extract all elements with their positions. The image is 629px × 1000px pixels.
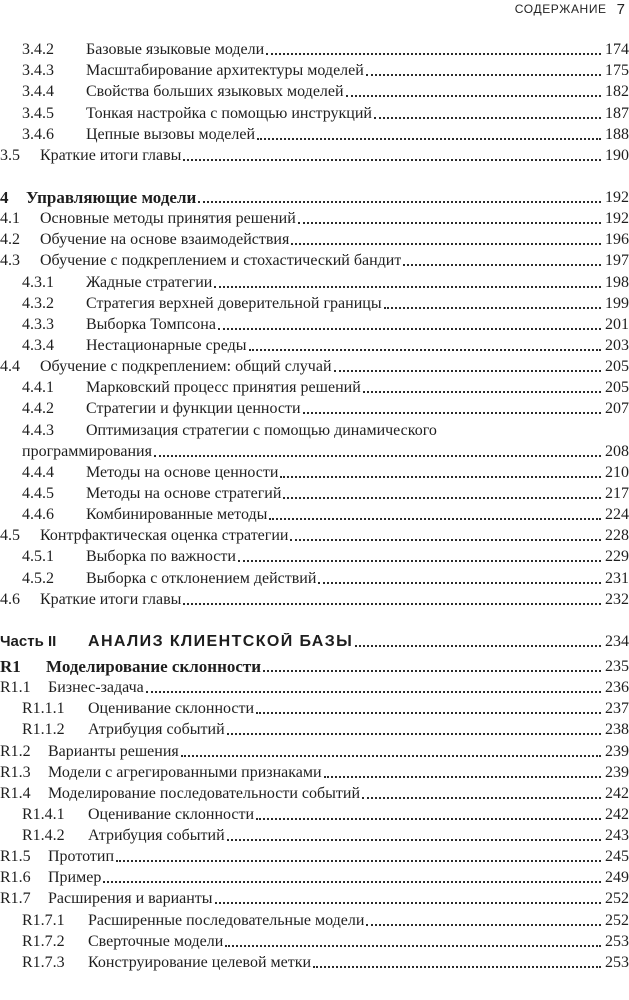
toc-entry-number: 4.4.1: [22, 379, 54, 397]
toc-entry-title: Методы на основе ценности: [86, 463, 279, 481]
toc-entry[interactable]: [0, 397, 629, 418]
toc-entry-page: 242: [605, 805, 629, 823]
toc-entry[interactable]: [0, 123, 629, 144]
toc-entry-page: 238: [605, 721, 629, 739]
toc-entry-number: 3.4.4: [22, 83, 54, 101]
toc-entry[interactable]: [0, 824, 629, 845]
toc-entry[interactable]: [0, 697, 629, 718]
toc-entry-number: 4.1: [0, 210, 20, 228]
toc-entry-number: 4.4.5: [22, 484, 54, 502]
toc-entry-number: 4.6: [0, 590, 20, 608]
toc-entry-title: Выборка Томпсона: [86, 315, 216, 333]
toc-entry-number: R1.1.1: [22, 700, 65, 718]
toc-entry-page: 196: [605, 231, 629, 249]
toc-entry-page: 208: [605, 442, 629, 460]
toc-entry-number: 4.2: [0, 231, 20, 249]
toc-entry-page: 174: [605, 41, 629, 59]
toc-entry-title: Контрфактическая оценка стратегии: [40, 527, 289, 545]
dot-leader: [291, 243, 601, 245]
dot-leader: [198, 201, 601, 203]
toc-entry-number: 3.4.6: [22, 125, 54, 143]
toc-entry[interactable]: [0, 718, 629, 739]
toc-entry-number: R1.5: [0, 848, 31, 866]
dot-leader: [238, 560, 601, 562]
toc-entry[interactable]: [0, 249, 629, 270]
dot-leader: [366, 924, 601, 926]
dot-leader: [266, 53, 601, 55]
toc-entry-page: 235: [605, 657, 629, 675]
toc-entry-number: R1.1.2: [22, 721, 65, 739]
toc-entry[interactable]: [0, 930, 629, 951]
toc-entry-page: 245: [605, 848, 629, 866]
toc-entry-title: Моделирование последовательности событий: [48, 784, 361, 802]
toc-entry-title: Выборка по важности: [86, 548, 236, 566]
toc-entry-title: Обучение с подкреплением и стохастический бандит: [40, 252, 402, 270]
toc-entry-title: Нестационарные среды: [86, 336, 247, 354]
dot-leader: [283, 497, 601, 499]
toc-entry-title: Расширенные последовательные модели: [88, 911, 365, 929]
toc-entry-number: R1.1: [0, 679, 31, 697]
toc-entry-page: 188: [605, 125, 629, 143]
toc-entry[interactable]: [0, 292, 629, 313]
toc-entry-number: R1: [0, 656, 21, 676]
toc-entry-page: 231: [605, 569, 629, 587]
toc-entry-title: Обучение с подкреплением: общий случай: [40, 358, 332, 376]
toc-entry-number: R1.7.3: [22, 953, 65, 971]
dot-leader: [146, 691, 601, 693]
toc-entry-number: R1.4.2: [22, 827, 65, 845]
toc-entry-page: 243: [605, 827, 629, 845]
toc-entry-page: 205: [605, 358, 629, 376]
toc-entry-number: 4.4.4: [22, 463, 54, 481]
toc-entry[interactable]: [0, 845, 629, 866]
toc-entry-number: 4.5.2: [22, 569, 54, 587]
toc-entry-page: 192: [605, 210, 629, 228]
dot-leader: [324, 776, 601, 778]
dot-leader: [334, 370, 601, 372]
toc-entry-page: 239: [605, 763, 629, 781]
dot-leader: [374, 117, 601, 119]
toc-entry-title: Масштабирование архитектуры моделей: [86, 62, 364, 80]
toc-entry-title: Стратегии и функции ценности: [86, 400, 301, 418]
toc-entry-number: 4.3.1: [22, 273, 54, 291]
toc-entry-title: Стратегия верхней доверительной границы: [86, 294, 382, 312]
toc-entry-title: Тонкая настройка с помощью инструкций: [86, 104, 372, 122]
toc-entry-title: Пример: [48, 869, 102, 887]
toc-entry[interactable]: [0, 503, 629, 524]
dot-leader: [181, 755, 601, 757]
toc-group-chapter-r1: [0, 676, 629, 972]
table-of-contents: [0, 38, 629, 972]
toc-entry-page: 197: [605, 252, 629, 270]
dot-leader: [218, 328, 601, 330]
toc-entry-number: 4.3: [0, 252, 20, 270]
toc-entry-page: 205: [605, 379, 629, 397]
toc-entry[interactable]: [0, 524, 629, 545]
toc-entry-page: 228: [605, 527, 629, 545]
toc-entry-page: 203: [605, 336, 629, 354]
dot-leader: [225, 945, 601, 947]
toc-entry-page: 190: [605, 146, 629, 164]
toc-entry-page: 252: [605, 911, 629, 929]
toc-entry-page: 252: [605, 890, 629, 908]
dot-leader: [403, 264, 601, 266]
toc-entry-title: Управляющие модели: [26, 188, 197, 207]
toc-entry-title: Расширения и варианты: [48, 890, 213, 908]
page-header: [515, 0, 625, 18]
toc-entry-title: Оценивание склонности: [88, 700, 255, 718]
toc-entry-title: Марковский процесс принятия решений: [86, 379, 361, 397]
toc-entry-title: Атрибуция событий: [88, 827, 225, 845]
toc-entry-number: 4.4: [0, 358, 20, 376]
toc-entry[interactable]: [0, 440, 629, 461]
dot-leader: [346, 95, 601, 97]
toc-entry-page: 201: [605, 315, 629, 333]
toc-entry-number: R1.7.1: [22, 911, 65, 929]
toc-entry-page: 187: [605, 104, 629, 122]
toc-entry-title: Бизнес-задача: [48, 679, 144, 697]
toc-entry-title: Сверточные модели: [88, 932, 224, 950]
toc-entry-title: Базовые языковые модели: [86, 41, 265, 59]
toc-entry-page: 236: [605, 679, 629, 697]
dot-leader: [103, 881, 601, 883]
toc-entry[interactable]: [0, 376, 629, 397]
dot-leader: [384, 307, 601, 309]
toc-entry-number: 4.3.4: [22, 336, 54, 354]
toc-entry-page: 239: [605, 742, 629, 760]
toc-entry-page: 217: [605, 484, 629, 502]
page-number: 7: [616, 0, 625, 18]
dot-leader: [227, 733, 601, 735]
toc-entry-title: Моделирование склонности: [46, 657, 262, 676]
dot-leader: [249, 349, 601, 351]
dot-leader: [215, 902, 601, 904]
toc-entry[interactable]: [0, 80, 629, 101]
toc-chapter-r1[interactable]: [0, 655, 629, 676]
running-title: СОДЕРЖАНИЕ: [514, 2, 607, 16]
toc-part-2[interactable]: [0, 630, 629, 651]
dot-leader: [363, 391, 601, 393]
toc-entry[interactable]: [0, 355, 629, 376]
toc-entry-number: R1.3: [0, 763, 31, 781]
toc-entry-title: Выборка с отклонением действий: [86, 569, 317, 587]
dot-leader: [280, 476, 601, 478]
toc-entry-number: 4.4.2: [22, 400, 54, 418]
dot-leader: [298, 222, 601, 224]
toc-entry-page: 192: [605, 188, 629, 206]
toc-entry-number: R1.7: [0, 890, 31, 908]
toc-entry-page: 210: [605, 463, 629, 481]
toc-entry-title: Краткие итоги главы: [40, 146, 182, 164]
toc-entry-title: Конструирование целевой метки: [88, 953, 312, 971]
toc-entry[interactable]: [0, 270, 629, 291]
toc-entry[interactable]: [0, 951, 629, 972]
dot-leader: [256, 712, 601, 714]
dot-leader: [303, 412, 601, 414]
toc-entry[interactable]: [0, 228, 629, 249]
dot-leader: [183, 159, 601, 161]
toc-entry-number: 3.4.5: [22, 104, 54, 122]
toc-entry-number: Часть II: [0, 632, 57, 650]
toc-entry-page: 224: [605, 506, 629, 524]
toc-group-chapter3: [0, 38, 629, 165]
toc-entry[interactable]: [0, 588, 629, 609]
toc-entry[interactable]: [0, 676, 629, 697]
toc-entry-title: Комбинированные методы: [86, 506, 268, 524]
dot-leader: [362, 797, 601, 799]
toc-entry-title: Оптимизация стратегии с помощью динамического: [86, 421, 437, 439]
toc-entry[interactable]: [0, 545, 629, 566]
toc-entry-page: 198: [605, 273, 629, 291]
toc-entry-title: Оценивание склонности: [88, 805, 255, 823]
toc-entry[interactable]: [0, 207, 629, 228]
toc-entry[interactable]: [0, 908, 629, 929]
dot-leader: [214, 286, 601, 288]
toc-entry-number: 4.5.1: [22, 548, 54, 566]
toc-entry-page: 199: [605, 294, 629, 312]
toc-entry-number: 4.3.3: [22, 315, 54, 333]
toc-entry[interactable]: [0, 418, 629, 439]
toc-entry-title: Обучение на основе взаимодействия: [40, 231, 290, 249]
toc-entry-number: R1.6: [0, 869, 31, 887]
toc-entry[interactable]: [0, 101, 629, 122]
toc-entry[interactable]: [0, 782, 629, 803]
toc-entry-page: 249: [605, 869, 629, 887]
toc-entry-number: 3.5: [0, 146, 20, 164]
dot-leader: [313, 966, 601, 968]
toc-entry-number: R1.4: [0, 784, 31, 802]
toc-entry-number: 3.4.2: [22, 41, 54, 59]
toc-entry-title: программирования: [22, 442, 152, 460]
toc-entry-number: 4.4.6: [22, 506, 54, 524]
toc-entry-page: 253: [605, 932, 629, 950]
toc-entry[interactable]: [0, 59, 629, 80]
toc-entry-page: 229: [605, 548, 629, 566]
dot-leader: [256, 818, 601, 820]
toc-entry-number: R1.7.2: [22, 932, 65, 950]
toc-entry[interactable]: [0, 866, 629, 887]
toc-entry-number: 4.4.3: [22, 421, 54, 439]
toc-entry[interactable]: [0, 482, 629, 503]
toc-entry-page: 234: [605, 632, 629, 650]
toc-entry-page: 232: [605, 590, 629, 608]
toc-entry-page: 207: [605, 400, 629, 418]
toc-entry-page: 242: [605, 784, 629, 802]
dot-leader: [290, 539, 601, 541]
toc-entry[interactable]: [0, 313, 629, 334]
dot-leader: [366, 74, 601, 76]
toc-entry-title: Методы на основе стратегий: [86, 484, 282, 502]
toc-entry-number: 4.5: [0, 527, 20, 545]
dot-leader: [263, 670, 601, 672]
toc-entry-title: Варианты решения: [48, 742, 179, 760]
toc-entry-title: Прототип: [48, 848, 115, 866]
toc-entry[interactable]: [0, 887, 629, 908]
toc-entry-number: R1.2: [0, 742, 31, 760]
toc-entry-title: Основные методы принятия решений: [40, 210, 296, 228]
toc-entry[interactable]: [0, 803, 629, 824]
toc-entry[interactable]: [0, 461, 629, 482]
toc-entry-title: Атрибуция событий: [88, 721, 225, 739]
toc-entry-page: 182: [605, 83, 629, 101]
toc-entry-page: 175: [605, 62, 629, 80]
toc-entry-page: 253: [605, 953, 629, 971]
toc-chapter-4[interactable]: [0, 186, 629, 207]
toc-entry-number: 4.3.2: [22, 294, 54, 312]
dot-leader: [355, 645, 601, 647]
toc-entry[interactable]: [0, 566, 629, 587]
toc-group-chapter4: [0, 207, 629, 609]
toc-entry[interactable]: [0, 144, 629, 165]
toc-entry-title: Модели с агрегированными признаками: [48, 763, 322, 781]
toc-entry-number: 3.4.3: [22, 62, 54, 80]
toc-entry[interactable]: [0, 739, 629, 760]
dot-leader: [269, 518, 601, 520]
toc-entry-title: АНАЛИЗ КЛИЕНТСКОЙ БАЗЫ: [88, 632, 354, 650]
toc-entry-title: Свойства больших языковых моделей: [86, 83, 344, 101]
toc-entry-title: Цепные вызовы моделей: [86, 125, 256, 143]
toc-entry[interactable]: [0, 334, 629, 355]
toc-entry-title: Жадные стратегии: [86, 273, 213, 291]
toc-entry-page: 237: [605, 700, 629, 718]
dot-leader: [154, 455, 601, 457]
toc-entry[interactable]: [0, 761, 629, 782]
dot-leader: [116, 860, 601, 862]
toc-entry-title: Краткие итоги главы: [40, 590, 182, 608]
toc-entry[interactable]: [0, 38, 629, 59]
dot-leader: [183, 603, 601, 605]
toc-entry-number: R1.4.1: [22, 805, 65, 823]
toc-entry-number: 4: [0, 187, 9, 207]
dot-leader: [227, 839, 601, 841]
dot-leader: [257, 138, 601, 140]
dot-leader: [318, 582, 601, 584]
